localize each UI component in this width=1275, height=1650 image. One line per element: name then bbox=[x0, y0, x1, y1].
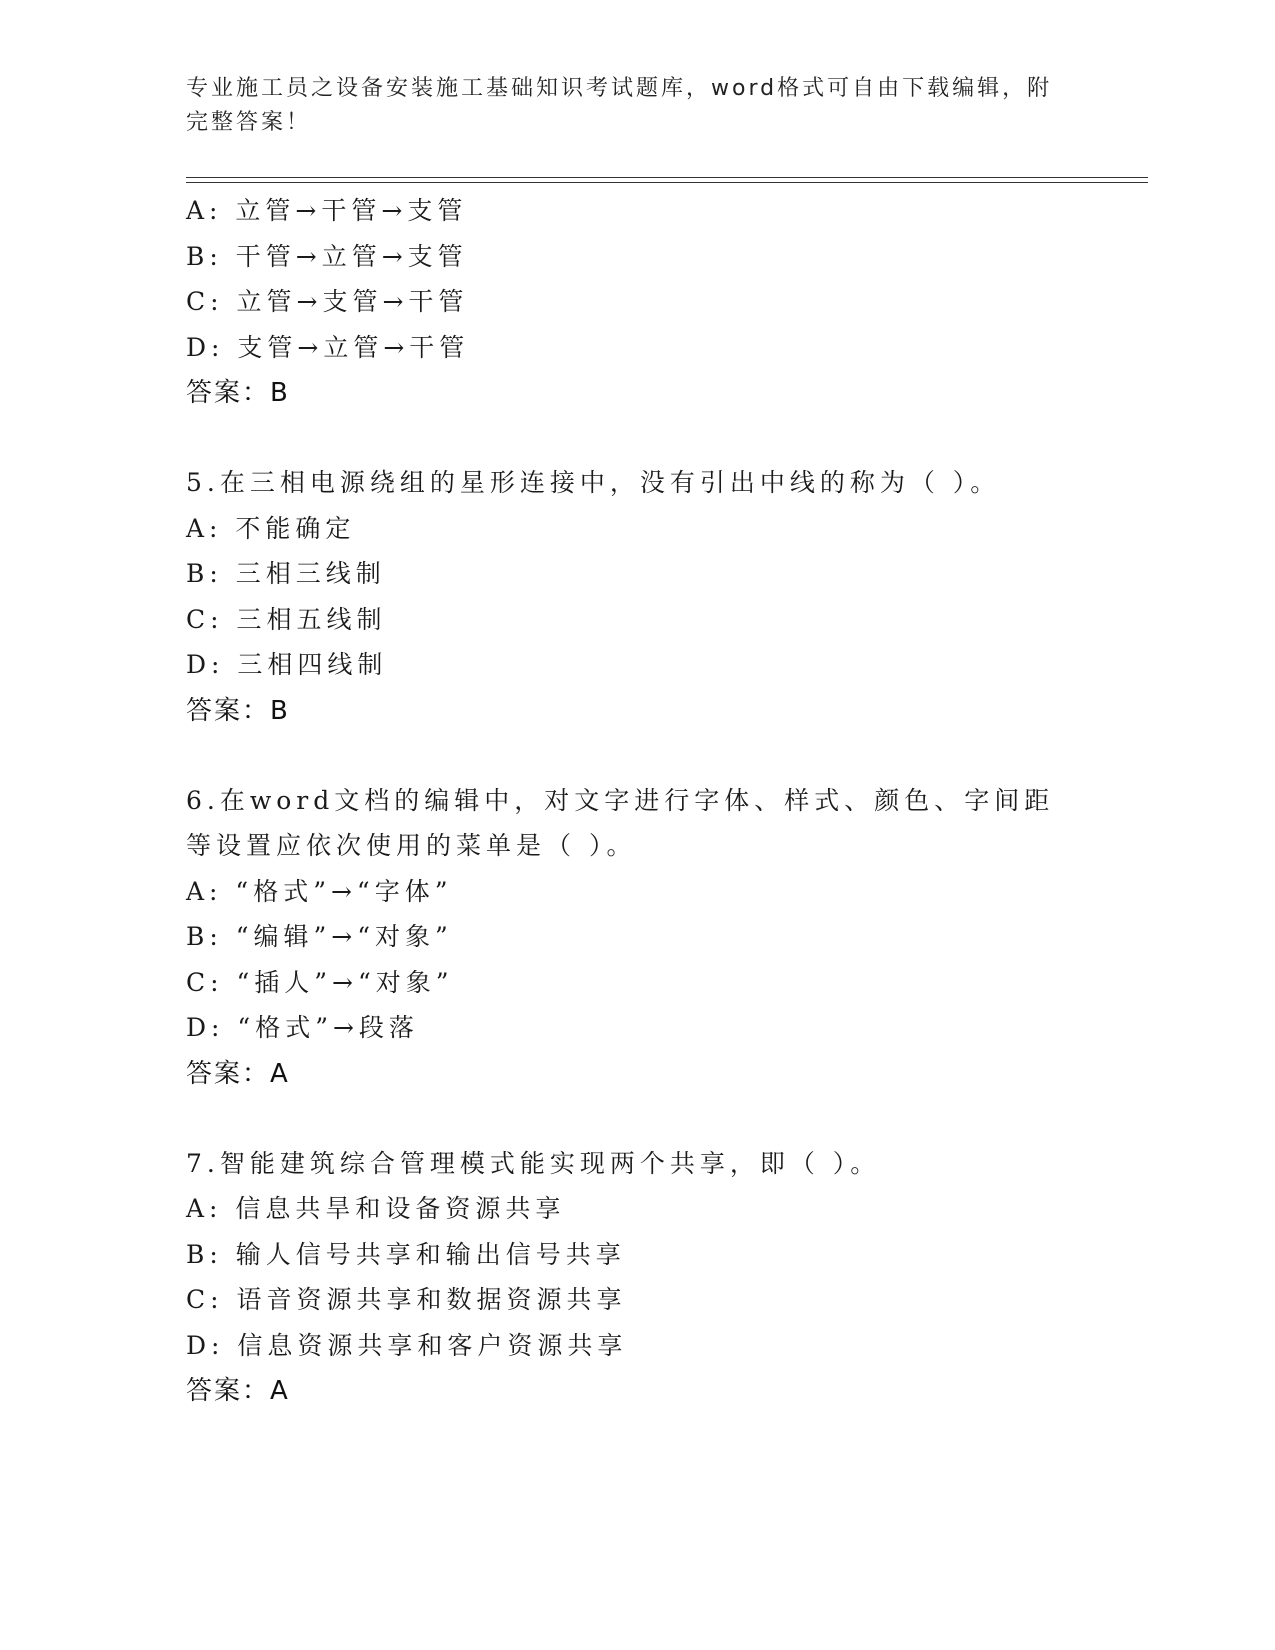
question-list bbox=[186, 188, 1086, 1414]
option-a: A: “格式”→“字体” bbox=[186, 876, 453, 906]
question-stem: 6.在word文档的编辑中，对文字进行字体、样式、颜色、字间距等设置应依次使用的菜单是（ ）。 bbox=[186, 785, 1055, 860]
spacer bbox=[186, 1097, 1086, 1141]
question-stem: 7.智能建筑综合管理模式能实现两个共享，即（ ）。 bbox=[186, 1148, 881, 1178]
option-b: B: “编辑”→“对象” bbox=[186, 922, 453, 951]
header-divider-bottom bbox=[186, 182, 1148, 183]
question-stem: 5.在三相电源绕组的星形连接中，没有引出中线的称为（ ）。 bbox=[186, 468, 1001, 497]
question-6 bbox=[186, 778, 1086, 1097]
document-header: 专业施工员之设备安装施工基础知识考试题库，word格式可自由下载编辑，附完整答案！ bbox=[186, 76, 1053, 135]
question-5 bbox=[186, 460, 1086, 734]
option-b: B: 输人信号共享和输出信号共享 bbox=[186, 1239, 626, 1269]
answer-line: 答案：A bbox=[186, 1058, 290, 1089]
option-a: A: 立管→干管→支管 bbox=[186, 196, 468, 225]
option-d: D: 信息资源共享和客户资源共享 bbox=[186, 1330, 628, 1360]
option-c: C: 立管→支管→干管 bbox=[186, 287, 469, 316]
spacer bbox=[186, 734, 1086, 778]
option-d: D: “格式”→段落 bbox=[186, 1013, 419, 1042]
question-7 bbox=[186, 1141, 1086, 1415]
answer-line: 答案：B bbox=[186, 695, 290, 726]
answer-line: 答案：B bbox=[186, 378, 290, 408]
option-b: B: 干管→立管→支管 bbox=[186, 241, 468, 271]
spacer bbox=[186, 416, 1086, 460]
option-d: D: 支管→立管→干管 bbox=[186, 332, 470, 362]
question-4-continued bbox=[186, 188, 1086, 416]
option-d: D: 三相四线制 bbox=[186, 650, 388, 679]
option-a: A: 不能确定 bbox=[186, 513, 356, 543]
answer-line: 答案：A bbox=[186, 1376, 290, 1406]
header-divider-top bbox=[186, 177, 1148, 178]
option-c: C: 语音资源共享和数据资源共享 bbox=[186, 1285, 627, 1314]
option-a: A: 信息共旱和设备资源共享 bbox=[186, 1194, 566, 1223]
option-b: B: 三相三线制 bbox=[186, 559, 386, 588]
option-c: C: 三相五线制 bbox=[186, 604, 387, 634]
option-c: C: “插人”→“对象” bbox=[186, 967, 454, 997]
